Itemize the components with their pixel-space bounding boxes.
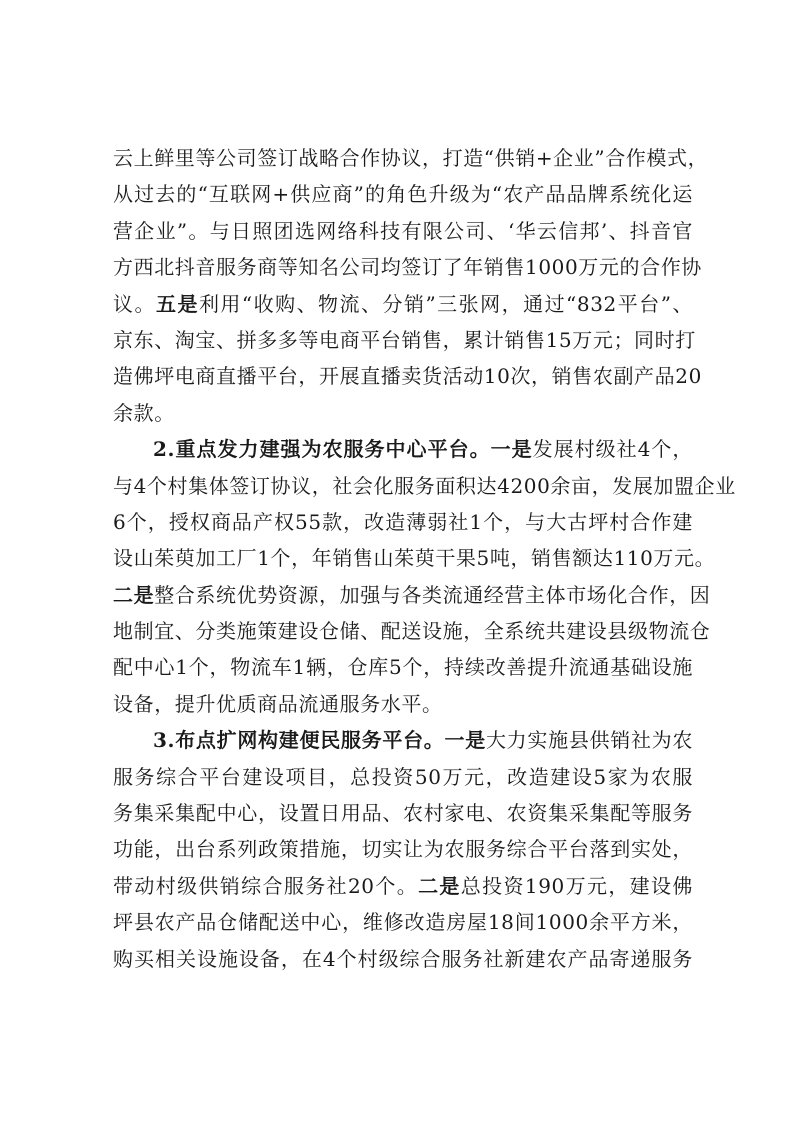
text-run: 总投资190万元，建设佛 bbox=[460, 873, 693, 898]
text-run: 发展村级社4个， bbox=[532, 437, 693, 462]
text-line: 配中心1个，物流车1辆，仓库5个，持续改善提升流通基础设施 bbox=[113, 655, 693, 680]
text-line: 从过去的“互联网+供应商”的角色升级为“农产品品牌系统化运 bbox=[113, 182, 693, 207]
text-line: 服务综合平台建设项目，总投资50万元，改造建设5家为农服 bbox=[113, 764, 693, 789]
text-line: 方西北抖音服务商等知名公司均签订了年销售1000万元的合作协 bbox=[113, 255, 702, 280]
text-run: 利用“收购、物流、分销”三张网，通过“832平台”、 bbox=[198, 291, 694, 316]
section-heading: 3.布点扩网构建便民服务平台。 bbox=[153, 728, 445, 753]
text-line bbox=[113, 286, 693, 322]
text-line bbox=[113, 577, 711, 613]
text-line bbox=[113, 868, 693, 904]
emphasis-first: 一是 bbox=[490, 437, 533, 462]
section-heading: 2.重点发力建强为农服务中心平台。 bbox=[153, 437, 491, 462]
emphasis-fifth: 五是 bbox=[155, 291, 199, 316]
text-line: 云上鲜里等公司签订战略合作协议，打造“供销+企业”合作模式， bbox=[113, 146, 709, 170]
text-line: 营企业”。与日照团选网络科技有限公司、‘华云信邦’、抖音官 bbox=[113, 218, 693, 243]
text-line: 功能，出台系列政策措施，切实让为农服务综合平台落到实处， bbox=[113, 837, 693, 862]
text-line: 设备，提升优质商品流通服务水平。 bbox=[113, 691, 443, 716]
text-line bbox=[113, 722, 693, 758]
paragraph-convenience-platform bbox=[113, 722, 693, 977]
text-run: 议。 bbox=[113, 291, 156, 316]
text-line: 务集采集配中心，设置日用品、农村家电、农资集采集配等服务 bbox=[113, 801, 693, 826]
text-run: 大力实施县供销社为农 bbox=[485, 728, 693, 753]
document-body bbox=[113, 140, 736, 977]
emphasis-second: 二是 bbox=[113, 582, 155, 607]
text-line: 购买相关设施设备，在4个村级综合服务社新建农产品寄递服务 bbox=[113, 946, 693, 971]
paragraph-e-commerce bbox=[113, 140, 709, 431]
paragraph-service-center bbox=[113, 431, 736, 722]
text-line: 设山茱萸加工厂1个，年销售山茱萸干果5吨，销售额达110万元。 bbox=[113, 546, 716, 571]
text-line bbox=[113, 431, 693, 467]
text-line: 6个，授权商品产权55款，改造薄弱社1个，与大古坪村合作建 bbox=[113, 509, 693, 534]
text-line: 与4个村集体签订协议，社会化服务面积达4200余亩，发展加盟企业 bbox=[113, 473, 736, 498]
text-line: 余款。 bbox=[113, 400, 175, 425]
text-line: 造佛坪电商直播平台，开展直播卖货活动10次，销售农副产品20 bbox=[113, 364, 702, 389]
text-run: 带动村级供销综合服务社20个。 bbox=[113, 873, 419, 898]
emphasis-second: 二是 bbox=[418, 873, 461, 898]
emphasis-first: 一是 bbox=[444, 728, 486, 753]
text-line: 坪县农产品仓储配送中心，维修改造房屋18间1000余平方米， bbox=[113, 910, 693, 935]
text-line: 京东、淘宝、拼多多等电商平台销售，累计销售15万元；同时打 bbox=[113, 327, 696, 352]
text-run: 整合系统优势资源，加强与各类流通经营主体市场化合作，因 bbox=[154, 582, 711, 607]
text-line: 地制宜、分类施策建设仓储、配送设施，全系统共建设县级物流仓 bbox=[113, 619, 711, 644]
